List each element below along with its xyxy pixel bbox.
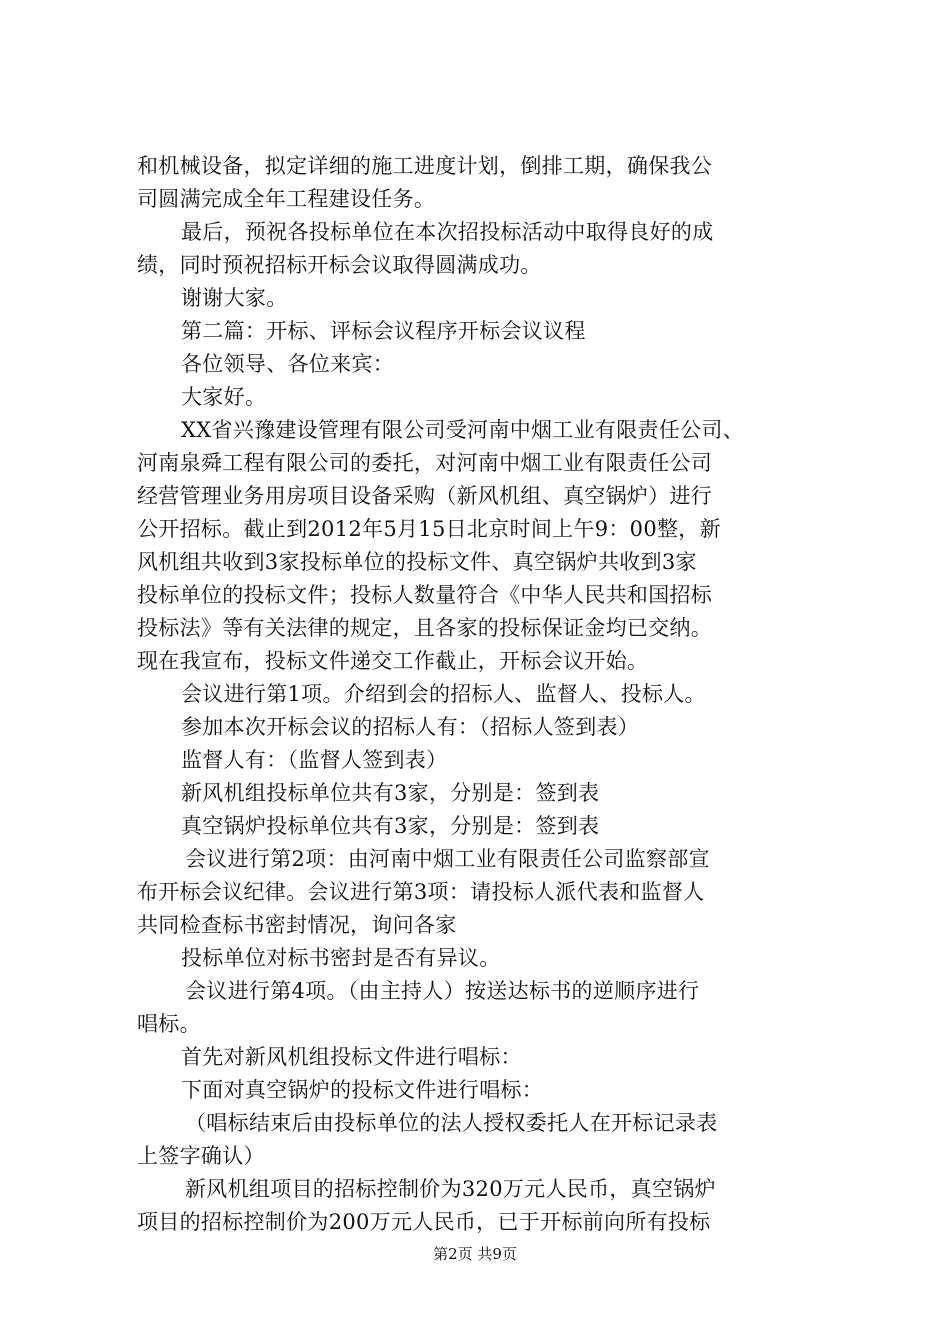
text-line: 首先对新风机组投标文件进行唱标：	[181, 1045, 522, 1069]
text-line: 河南泉舜工程有限公司的委托，对河南中烟工业有限责任公司	[137, 451, 713, 475]
text-line: 投标法》等有关法律的规定，且各家的投标保证金均已交纳。	[137, 616, 713, 640]
text-line: 会议进行第2项：由河南中烟工业有限责任公司监察部宣	[185, 847, 710, 871]
text-line: 风机组共收到3家投标单位的投标文件、真空锅炉共收到3家	[137, 550, 697, 574]
text-line: 参加本次开标会议的招标人有：（招标人签到表）	[181, 715, 640, 739]
text-line: 现在我宣布，投标文件递交工作截止，开标会议开始。	[137, 649, 649, 673]
text-line: 大家好。	[181, 385, 267, 409]
text-line: 谢谢大家。	[181, 286, 288, 310]
text-line: 唱标。	[137, 1012, 201, 1036]
text-line: 新风机组项目的招标控制价为320万元人民币，真空锅炉	[185, 1177, 716, 1201]
text-line: 司圆满完成全年工程建设任务。	[137, 187, 436, 211]
text-line: 上签字确认）	[137, 1144, 265, 1168]
text-line: （唱标结束后由投标单位的法人授权委托人在开标记录表	[185, 1111, 718, 1135]
text-line: 各位领导、各位来宾：	[181, 352, 394, 376]
text-line: 经营管理业务用房项目设备采购（新风机组、真空锅炉）进行	[137, 484, 713, 508]
text-line: 绩，同时预祝招标开标会议取得圆满成功。	[137, 253, 542, 277]
text-line: 投标单位的投标文件；投标人数量符合《中华人民共和国招标	[137, 583, 713, 607]
text-line: 公开招标。截止到2012年5月15日北京时间上午9：00整，新	[137, 517, 721, 541]
text-line: 共同检查标书密封情况，询问各家	[137, 913, 457, 937]
text-line: 投标单位对标书密封是否有异议。	[181, 946, 501, 970]
text-line: 会议进行第1项。介绍到会的招标人、监督人、投标人。	[181, 682, 706, 706]
text-line: 新风机组投标单位共有3家，分别是：签到表	[181, 781, 600, 805]
section-heading: 第二篇：开标、评标会议程序开标会议议程	[181, 319, 586, 343]
text-line: 最后，预祝各投标单位在本次招投标活动中取得良好的成	[181, 220, 714, 244]
text-line: 监督人有：（监督人签到表）	[181, 748, 448, 772]
text-line: XX省兴豫建设管理有限公司受河南中烟工业有限责任公司、	[181, 418, 744, 442]
text-line: 布开标会议纪律。会议进行第3项：请投标人派代表和监督人	[137, 880, 705, 904]
text-line: 会议进行第4项。（由主持人）按送达标书的逆顺序进行	[185, 979, 700, 1003]
document-body	[137, 150, 832, 1239]
text-line: 项目的招标控制价为200万元人民币，已于开标前向所有投标	[137, 1210, 711, 1234]
page-footer: 第2页 共9页	[433, 1245, 517, 1263]
text-line: 和机械设备，拟定详细的施工进度计划，倒排工期，确保我公	[137, 154, 713, 178]
text-line: 真空锅炉投标单位共有3家，分别是：签到表	[181, 814, 600, 838]
text-line: 下面对真空锅炉的投标文件进行唱标：	[181, 1078, 544, 1102]
